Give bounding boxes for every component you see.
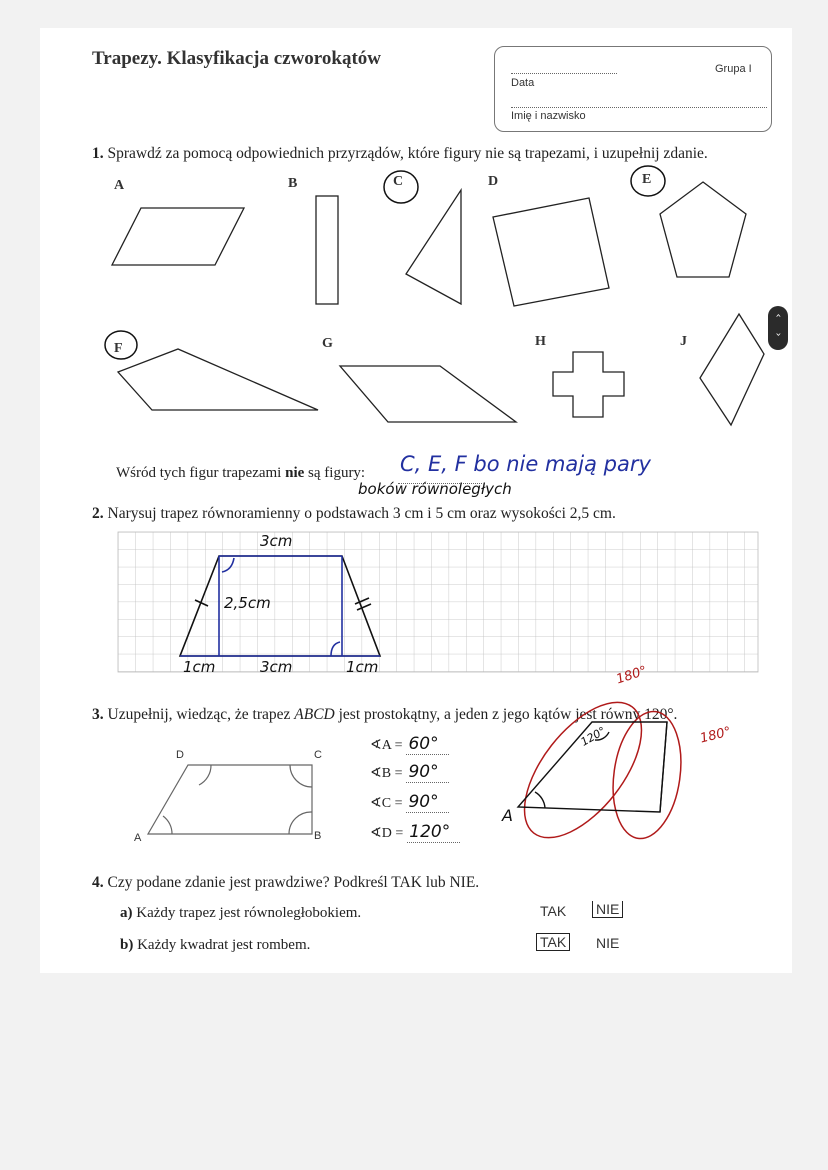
- trapezoid-abcd: [148, 765, 312, 834]
- figure-label-d: D: [488, 174, 499, 189]
- angle-b-row: [370, 762, 449, 782]
- vertex-b: B: [314, 830, 322, 842]
- page-title: Trapezy. Klasyfikacja czworokątów: [92, 48, 382, 69]
- angle-b-label: ∢B =: [370, 766, 403, 781]
- figure-label-h: H: [535, 334, 546, 349]
- task4-a-yes[interactable]: TAK: [540, 903, 567, 919]
- task3-text-suffix: jest prostokątny, a jeden z jego kątów jest równy 120°.: [334, 706, 678, 723]
- figure-label-g: G: [322, 336, 333, 351]
- angle-c-row: [370, 792, 449, 812]
- page-scroll-control[interactable]: [768, 306, 788, 350]
- angle-a-label: ∢A =: [370, 738, 403, 753]
- red-ellipse-left: [502, 682, 664, 857]
- task4-item-a: [120, 905, 361, 922]
- vertex-a: A: [134, 832, 142, 844]
- task3-text-italic: ABCD: [294, 706, 335, 723]
- task4-item-b-text: Każdy kwadrat jest rombem.: [137, 937, 311, 953]
- figure-label-b: B: [288, 176, 298, 191]
- task2-number: 2.: [92, 505, 104, 522]
- task1-answer-line2: boków równoległych: [358, 480, 512, 498]
- vertex-d: D: [176, 749, 184, 761]
- angle-a-answer: 60°: [406, 734, 448, 755]
- task4-item-a-text: Każdy trapez jest równoległobokiem.: [136, 905, 362, 921]
- red-note-right: 180°: [698, 724, 733, 747]
- angle-c-label: ∢C =: [370, 796, 403, 811]
- angle-d-row: [370, 822, 460, 842]
- angle-b-answer: 90°: [406, 762, 448, 783]
- task1-text: Sprawdź za pomocą odpowiednich przyrządów, które figury nie są trapezami, i uzupełnij zdanie.: [107, 145, 708, 162]
- task2-text: Narysuj trapez równoramienny o podstawach 3 cm i 5 cm oraz wysokości 2,5 cm.: [107, 505, 616, 522]
- scroll-down-icon[interactable]: ›: [772, 332, 784, 337]
- task4-item-a-letter: a): [120, 905, 133, 921]
- red-note-top: 180°: [614, 663, 649, 688]
- task1-sentence-suffix: są figury:: [304, 465, 366, 481]
- angle-a-row: [370, 734, 449, 754]
- task4-item-b: [120, 937, 310, 954]
- date-label: Data: [511, 77, 535, 89]
- figure-label-e: E: [642, 172, 652, 187]
- vertex-c: C: [314, 749, 322, 761]
- annotation-bottom-mid: 3cm: [260, 658, 293, 676]
- figure-label-f: F: [114, 341, 123, 356]
- task4-question: [92, 874, 479, 892]
- task4-b-no[interactable]: NIE: [596, 935, 620, 951]
- task4-a-no-marked[interactable]: NIE: [592, 901, 623, 918]
- annotation-bottom-right: 1cm: [346, 658, 379, 676]
- name-label: Imię i nazwisko: [511, 110, 586, 122]
- angle-c-answer: 90°: [406, 792, 448, 813]
- task1-sentence-bold: nie: [285, 465, 305, 481]
- annotation-top: 3cm: [260, 532, 293, 550]
- angle-d-label: ∢D =: [370, 826, 404, 841]
- task3-text-prefix: Uzupełnij, wiedząc, że trapez: [107, 706, 295, 723]
- annotation-height: 2,5cm: [224, 594, 271, 612]
- red-ellipse-right: [605, 707, 688, 843]
- sketch-vertex-a: A: [502, 806, 513, 825]
- scroll-up-icon[interactable]: ‹: [772, 313, 784, 318]
- task4-text: Czy podane zdanie jest prawdziwe? Podkreśl TAK lub NIE.: [107, 874, 480, 891]
- task3-number: 3.: [92, 706, 104, 723]
- task4-item-b-letter: b): [120, 937, 134, 953]
- task4-b-yes-marked[interactable]: TAK: [536, 933, 570, 951]
- task1-sentence-prefix: Wśród tych figur trapezami: [116, 465, 286, 481]
- figure-label-a: A: [114, 178, 125, 193]
- annotation-bottom-left: 1cm: [183, 658, 216, 676]
- figure-label-c: C: [393, 174, 404, 189]
- angle-d-answer: 120°: [407, 822, 460, 843]
- task1-number: 1.: [92, 145, 104, 162]
- task4-number: 4.: [92, 874, 104, 891]
- task1-answer-line1: C, E, F bo nie mają pary: [400, 452, 651, 476]
- sketch-inner-angle: 120°: [578, 724, 608, 749]
- group-label: Grupa I: [715, 63, 752, 75]
- figure-label-j: J: [680, 334, 687, 349]
